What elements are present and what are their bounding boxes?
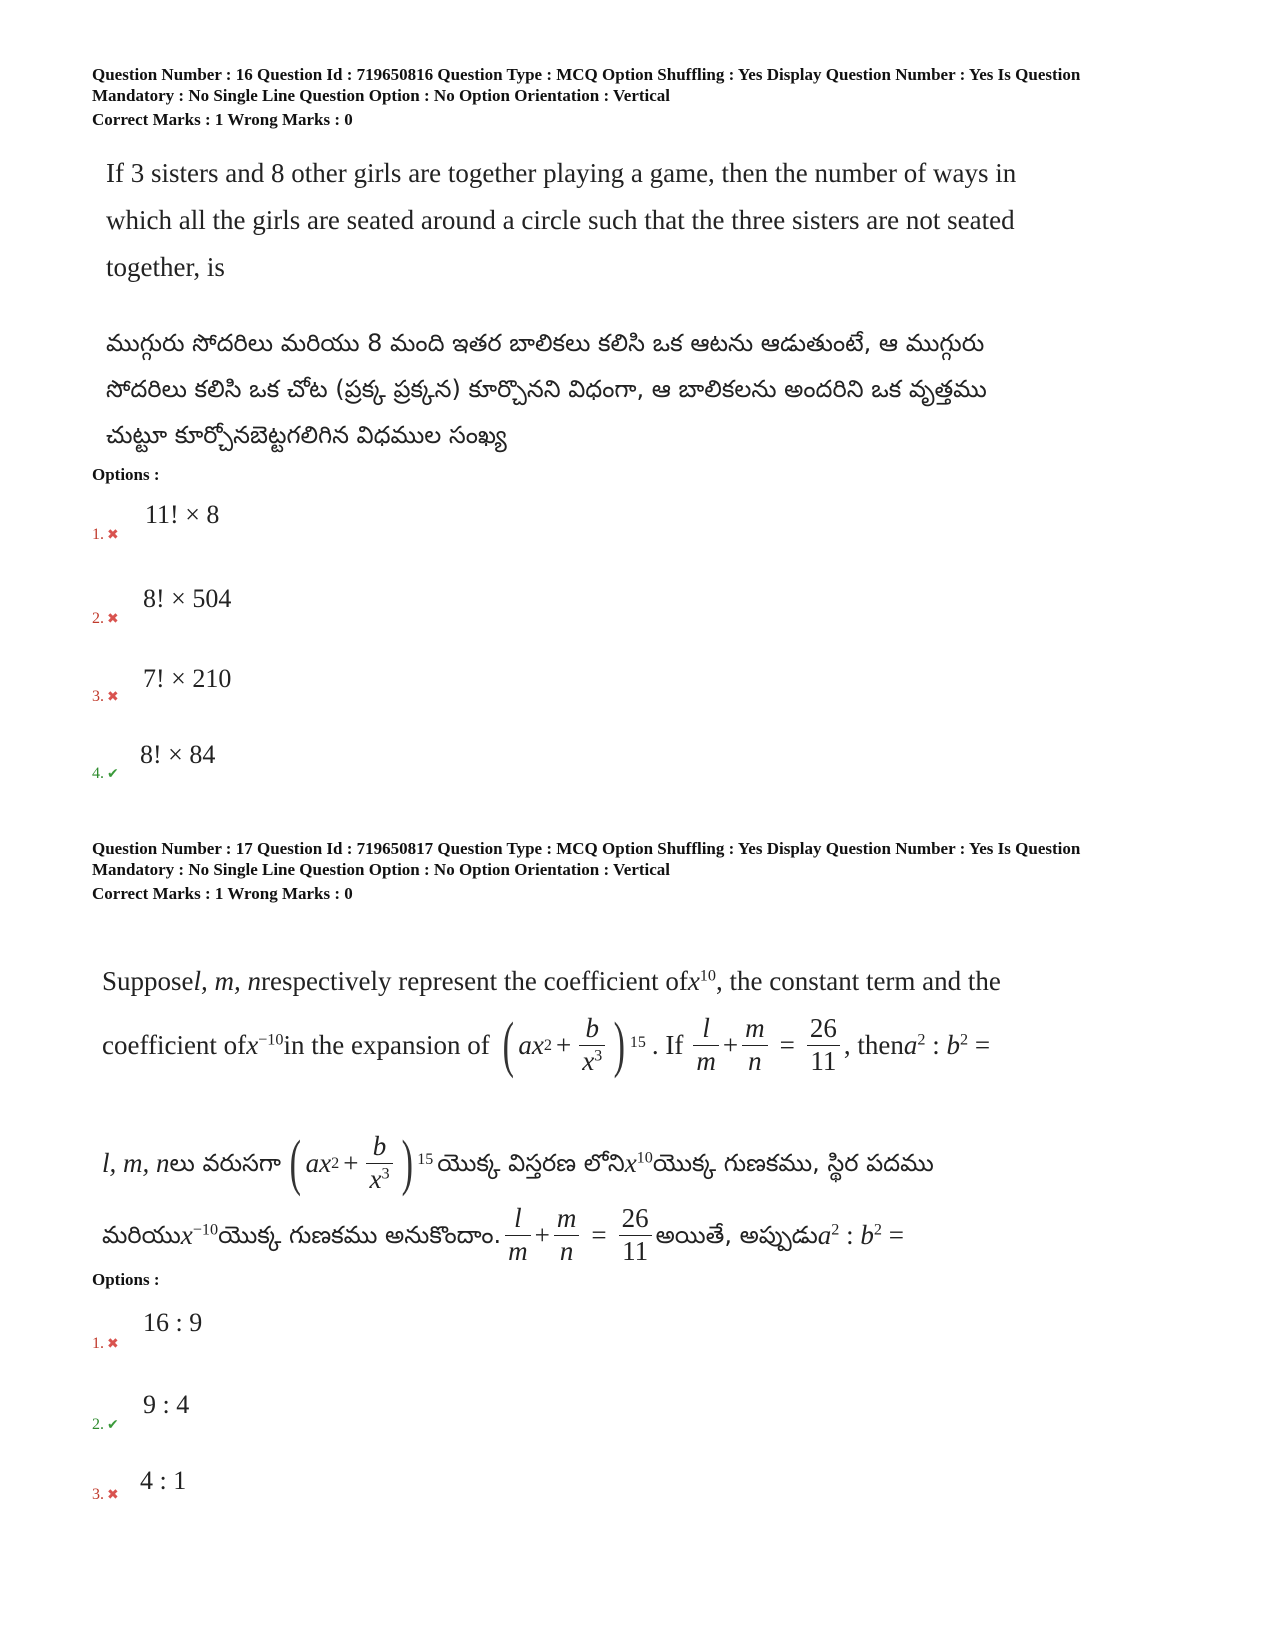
binomial-expression: ( ax 2 + $\frac{b}{x^3}$ ) 15 — [289, 1129, 434, 1197]
text: యొక్క గుణకము అనుకొందాం. — [218, 1221, 502, 1249]
q17-meta-line1: Question Number : 17 Question Id : 719650817 Question Type : MCQ Option Shuffling : Yes Display Question Number : Yes Is Question — [92, 839, 1081, 858]
cross-icon: ✖ — [107, 1487, 119, 1503]
text: respectively represent the coefficient of — [261, 966, 688, 996]
text: , the constant term and the — [715, 966, 1001, 996]
q17-option-3-value: 4 : 1 — [140, 1466, 187, 1495]
q16-te-line1: ముగ్గురు సోదరిలు మరియు 8 మంది ఇతర బాలికలు కలిసి ఒక ఆటను ఆడుతుంటే, ఆ ముగ్గురు — [106, 329, 985, 357]
option-number: 4. — [92, 765, 104, 782]
q16-question-telugu — [106, 320, 987, 458]
q16-option-2-value: 8! × 504 — [143, 584, 232, 613]
option-number: 2. — [92, 610, 104, 627]
q16-options-label: Options : — [92, 465, 160, 484]
q17-options-label: Options : — [92, 1270, 160, 1289]
text: coefficient of — [102, 1029, 247, 1060]
q16-option-4-number — [92, 765, 119, 783]
x-power-minus-10: $x^{-10}$ — [246, 1029, 284, 1060]
check-icon: ✔ — [107, 766, 119, 782]
binomial-expression: ( ax 2 + $\frac{b}{x^3}$ ) 15 — [502, 1011, 646, 1079]
option-number: 2. — [92, 1416, 104, 1433]
variables: l, m, n — [102, 1148, 170, 1178]
q16-meta-line1: Question Number : 16 Question Id : 719650816 Question Type : MCQ Option Shuffling : Yes Display Question Number : Yes Is Question — [92, 65, 1081, 84]
q16-option-2-number — [92, 610, 119, 628]
q16-meta — [92, 64, 1202, 130]
option-number: 1. — [92, 1335, 104, 1352]
q17-en-line1 — [102, 958, 1062, 1005]
q17-te-line2 — [102, 1200, 904, 1270]
q16-te-line3: చుట్టూ కూర్చోనబెట్టగలిగిన విధముల సంఖ్య — [106, 421, 507, 449]
option-number: 3. — [92, 1486, 104, 1503]
option-number: 3. — [92, 688, 104, 705]
option-number: 1. — [92, 526, 104, 543]
q16-option-1-number — [92, 526, 119, 544]
q16-en-line2: which all the girls are seated around a circle such that the three sisters are not seated — [106, 205, 1015, 235]
q17-meta-line2: Mandatory : No Single Line Question Option : No Option Orientation : Vertical — [92, 860, 671, 879]
x-power-minus-10: $x^{-10}$ — [180, 1220, 219, 1250]
q17-option-2-number — [92, 1416, 119, 1434]
text: , then — [843, 1029, 904, 1060]
text: . If — [651, 1029, 684, 1060]
text: లు వరుసగా — [169, 1149, 282, 1177]
check-icon: ✔ — [107, 1417, 119, 1433]
text: యొక్క గుణకము, స్థిర పదము — [652, 1149, 934, 1177]
q17-marks: Correct Marks : 1 Wrong Marks : 0 — [92, 884, 353, 903]
q17-option-1-number — [92, 1335, 119, 1353]
fraction-equation: $\frac{l}{m}$ + $\frac{m}{n}$ = $\frac{26}{11}$ — [501, 1203, 655, 1266]
ratio-expression: $a^2$ : $b^2$ = — [817, 1220, 904, 1250]
q16-meta-line2: Mandatory : No Single Line Question Option : No Option Orientation : Vertical — [92, 86, 671, 105]
q17-option-3-number — [92, 1486, 119, 1504]
q16-option-3-number — [92, 688, 119, 706]
q16-en-line1: If 3 sisters and 8 other girls are together playing a game, then the number of ways in — [106, 158, 1017, 188]
cross-icon: ✖ — [107, 527, 119, 543]
q17-option-2-value: 9 : 4 — [143, 1390, 190, 1419]
q17-te-line1 — [102, 1128, 934, 1198]
variables: l, m, n — [193, 966, 262, 996]
text: మరియు — [102, 1221, 181, 1249]
x-power-10: $x^{10}$ — [687, 966, 716, 996]
q16-question-english — [106, 150, 1066, 291]
cross-icon: ✖ — [107, 689, 119, 705]
q16-option-1-value: 11! × 8 — [145, 500, 220, 529]
q16-option-3-value: 7! × 210 — [143, 664, 232, 693]
cross-icon: ✖ — [107, 611, 119, 627]
text: in the expansion of — [283, 1029, 490, 1060]
ratio-expression: $a^2$ : $b^2$ = — [903, 1029, 991, 1060]
q16-marks: Correct Marks : 1 Wrong Marks : 0 — [92, 110, 353, 129]
q17-meta — [92, 838, 1202, 904]
fraction-equation: $\frac{l}{m}$ + $\frac{m}{n}$ = $\frac{26}{11}$ — [689, 1013, 843, 1076]
q17-en-line2 — [102, 1005, 1062, 1085]
q17-option-1-value: 16 : 9 — [143, 1308, 203, 1337]
q16-te-line2: సోదరిలు కలిసి ఒక చోట (ప్రక్క ప్రక్కన) కూర్చొనని విధంగా, ఆ బాలికలను అందరిని ఒక వృత్తము — [106, 375, 987, 403]
text: యొక్క విస్తరణ లోని — [437, 1149, 625, 1177]
text: అయితే, అప్పుడు — [655, 1221, 818, 1249]
cross-icon: ✖ — [107, 1336, 119, 1352]
x-power-10: $x^{10}$ — [624, 1148, 653, 1178]
q16-en-line3: together, is — [106, 252, 225, 282]
q16-option-4-value: 8! × 84 — [140, 740, 216, 769]
text: Suppose — [102, 966, 194, 996]
